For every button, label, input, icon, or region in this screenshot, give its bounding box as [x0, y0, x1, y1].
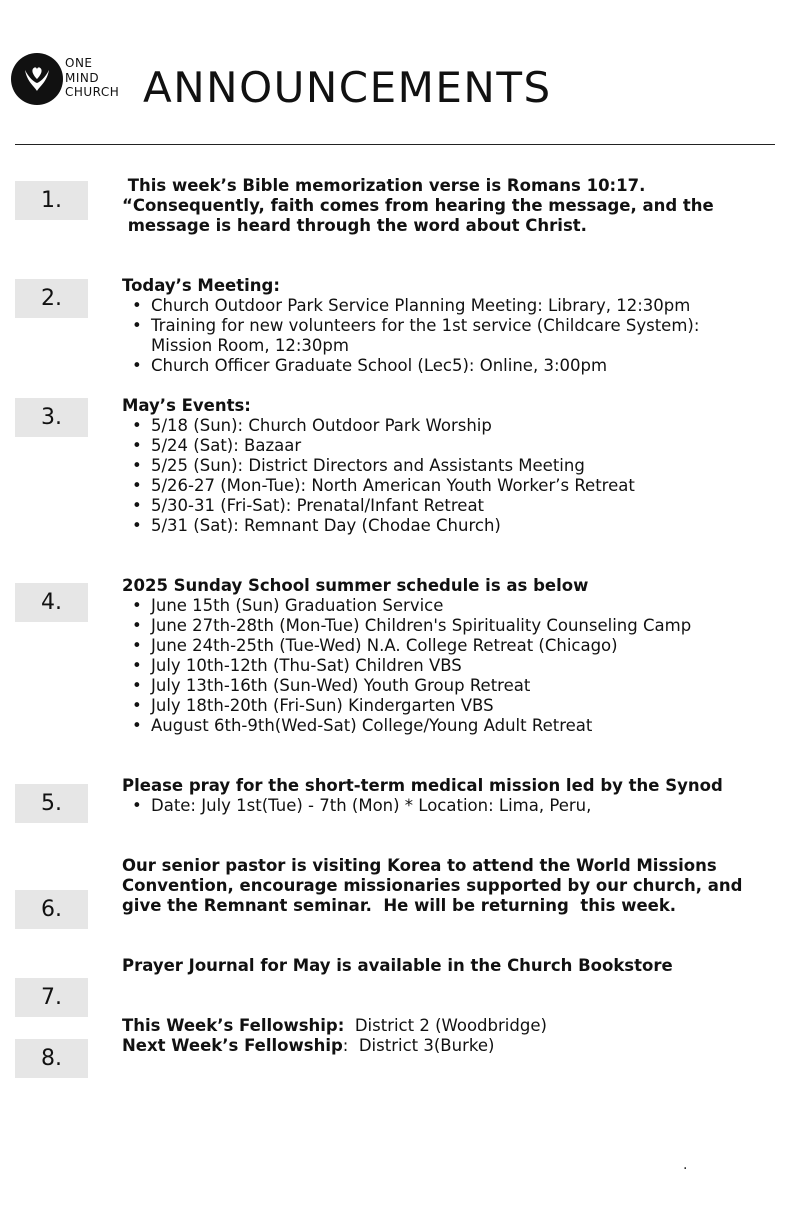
- list-item: • Church Officer Graduate School (Lec5): Online, 3:00pm: [122, 356, 762, 376]
- announcement-8: [122, 1016, 762, 1056]
- section-heading: Please pray for the short-term medical mission led by the Synod: [122, 776, 723, 795]
- fellowship-value: District 2 (Woodbridge): [344, 1016, 547, 1035]
- announcement-6: [122, 856, 762, 916]
- list-item: • July 18th-20th (Fri-Sun) Kindergarten VBS: [122, 696, 762, 716]
- mission-list: [122, 796, 762, 816]
- list-item: • June 27th-28th (Mon-Tue) Children's Spirituality Counseling Camp: [122, 616, 762, 636]
- announcement-3: [122, 396, 762, 536]
- item-number-badge: 6.: [15, 890, 88, 929]
- announcement-7: [122, 956, 762, 976]
- logo-line: MIND: [65, 70, 100, 85]
- list-item: • Church Outdoor Park Service Planning Meeting: Library, 12:30pm: [122, 296, 762, 316]
- logo-line: ONE: [65, 56, 93, 70]
- church-logo-icon: [11, 53, 63, 105]
- fellowship-line: [122, 1016, 762, 1036]
- section-heading: May’s Events:: [122, 396, 251, 415]
- header-divider: [15, 144, 775, 145]
- item-number-badge: 1.: [15, 181, 88, 220]
- footer-mark: .: [683, 1157, 688, 1173]
- paragraph-line: give the Remnant seminar. He will be returning this week.: [122, 896, 677, 915]
- logo-wordmark: [65, 56, 119, 100]
- list-item: • Training for new volunteers for the 1st service (Childcare System): Mission Room, 12:30pm: [122, 316, 731, 356]
- item-number-badge: 2.: [15, 279, 88, 318]
- list-item: • June 24th-25th (Tue-Wed) N.A. College Retreat (Chicago): [122, 636, 762, 656]
- fellowship-value: : District 3(Burke): [342, 1036, 495, 1055]
- logo-line: CHURCH: [65, 85, 120, 99]
- meeting-list: [122, 296, 762, 376]
- item-number-badge: 3.: [15, 398, 88, 437]
- list-item: • 5/24 (Sat): Bazaar: [122, 436, 762, 456]
- announcement-5: [122, 776, 762, 816]
- paragraph-line: Our senior pastor is visiting Korea to attend the World Missions: [122, 856, 717, 875]
- item-number-badge: 8.: [15, 1039, 88, 1078]
- item-number-badge: 5.: [15, 784, 88, 823]
- list-item: • June 15th (Sun) Graduation Service: [122, 596, 762, 616]
- verse-line: message is heard through the word about Christ.: [122, 216, 587, 235]
- announcement-1: [122, 176, 762, 236]
- verse-line: “Consequently, faith comes from hearing the message, and the: [122, 196, 714, 215]
- list-item: • August 6th-9th(Wed-Sat) College/Young Adult Retreat: [122, 716, 762, 736]
- item-number-badge: 7.: [15, 978, 88, 1017]
- list-item: • 5/31 (Sat): Remnant Day (Chodae Church): [122, 516, 762, 536]
- section-heading: Today’s Meeting:: [122, 276, 280, 295]
- events-list: [122, 416, 762, 536]
- list-item: • 5/25 (Sun): District Directors and Assistants Meeting: [122, 456, 762, 476]
- fellowship-label: Next Week’s Fellowship: [122, 1036, 343, 1055]
- list-item: • July 10th-12th (Thu-Sat) Children VBS: [122, 656, 762, 676]
- paragraph-line: Prayer Journal for May is available in the Church Bookstore: [122, 956, 673, 975]
- page-title: ANNOUNCEMENTS: [143, 63, 552, 112]
- schedule-list: [122, 596, 762, 736]
- paragraph-line: Convention, encourage missionaries supported by our church, and: [122, 876, 743, 895]
- list-item: • July 13th-16th (Sun-Wed) Youth Group Retreat: [122, 676, 762, 696]
- section-heading: 2025 Sunday School summer schedule is as below: [122, 576, 589, 595]
- fellowship-label: This Week’s Fellowship:: [122, 1016, 345, 1035]
- list-item: • Date: July 1st(Tue) - 7th (Mon) * Location: Lima, Peru,: [122, 796, 762, 816]
- item-number-badge: 4.: [15, 583, 88, 622]
- verse-line: This week’s Bible memorization verse is Romans 10:17.: [122, 176, 646, 195]
- list-item: • 5/18 (Sun): Church Outdoor Park Worship: [122, 416, 762, 436]
- announcement-2: [122, 276, 762, 376]
- list-item: • 5/26-27 (Mon-Tue): North American Youth Worker’s Retreat: [122, 476, 762, 496]
- fellowship-line: [122, 1036, 762, 1056]
- list-item: • 5/30-31 (Fri-Sat): Prenatal/Infant Retreat: [122, 496, 762, 516]
- announcement-4: [122, 576, 762, 736]
